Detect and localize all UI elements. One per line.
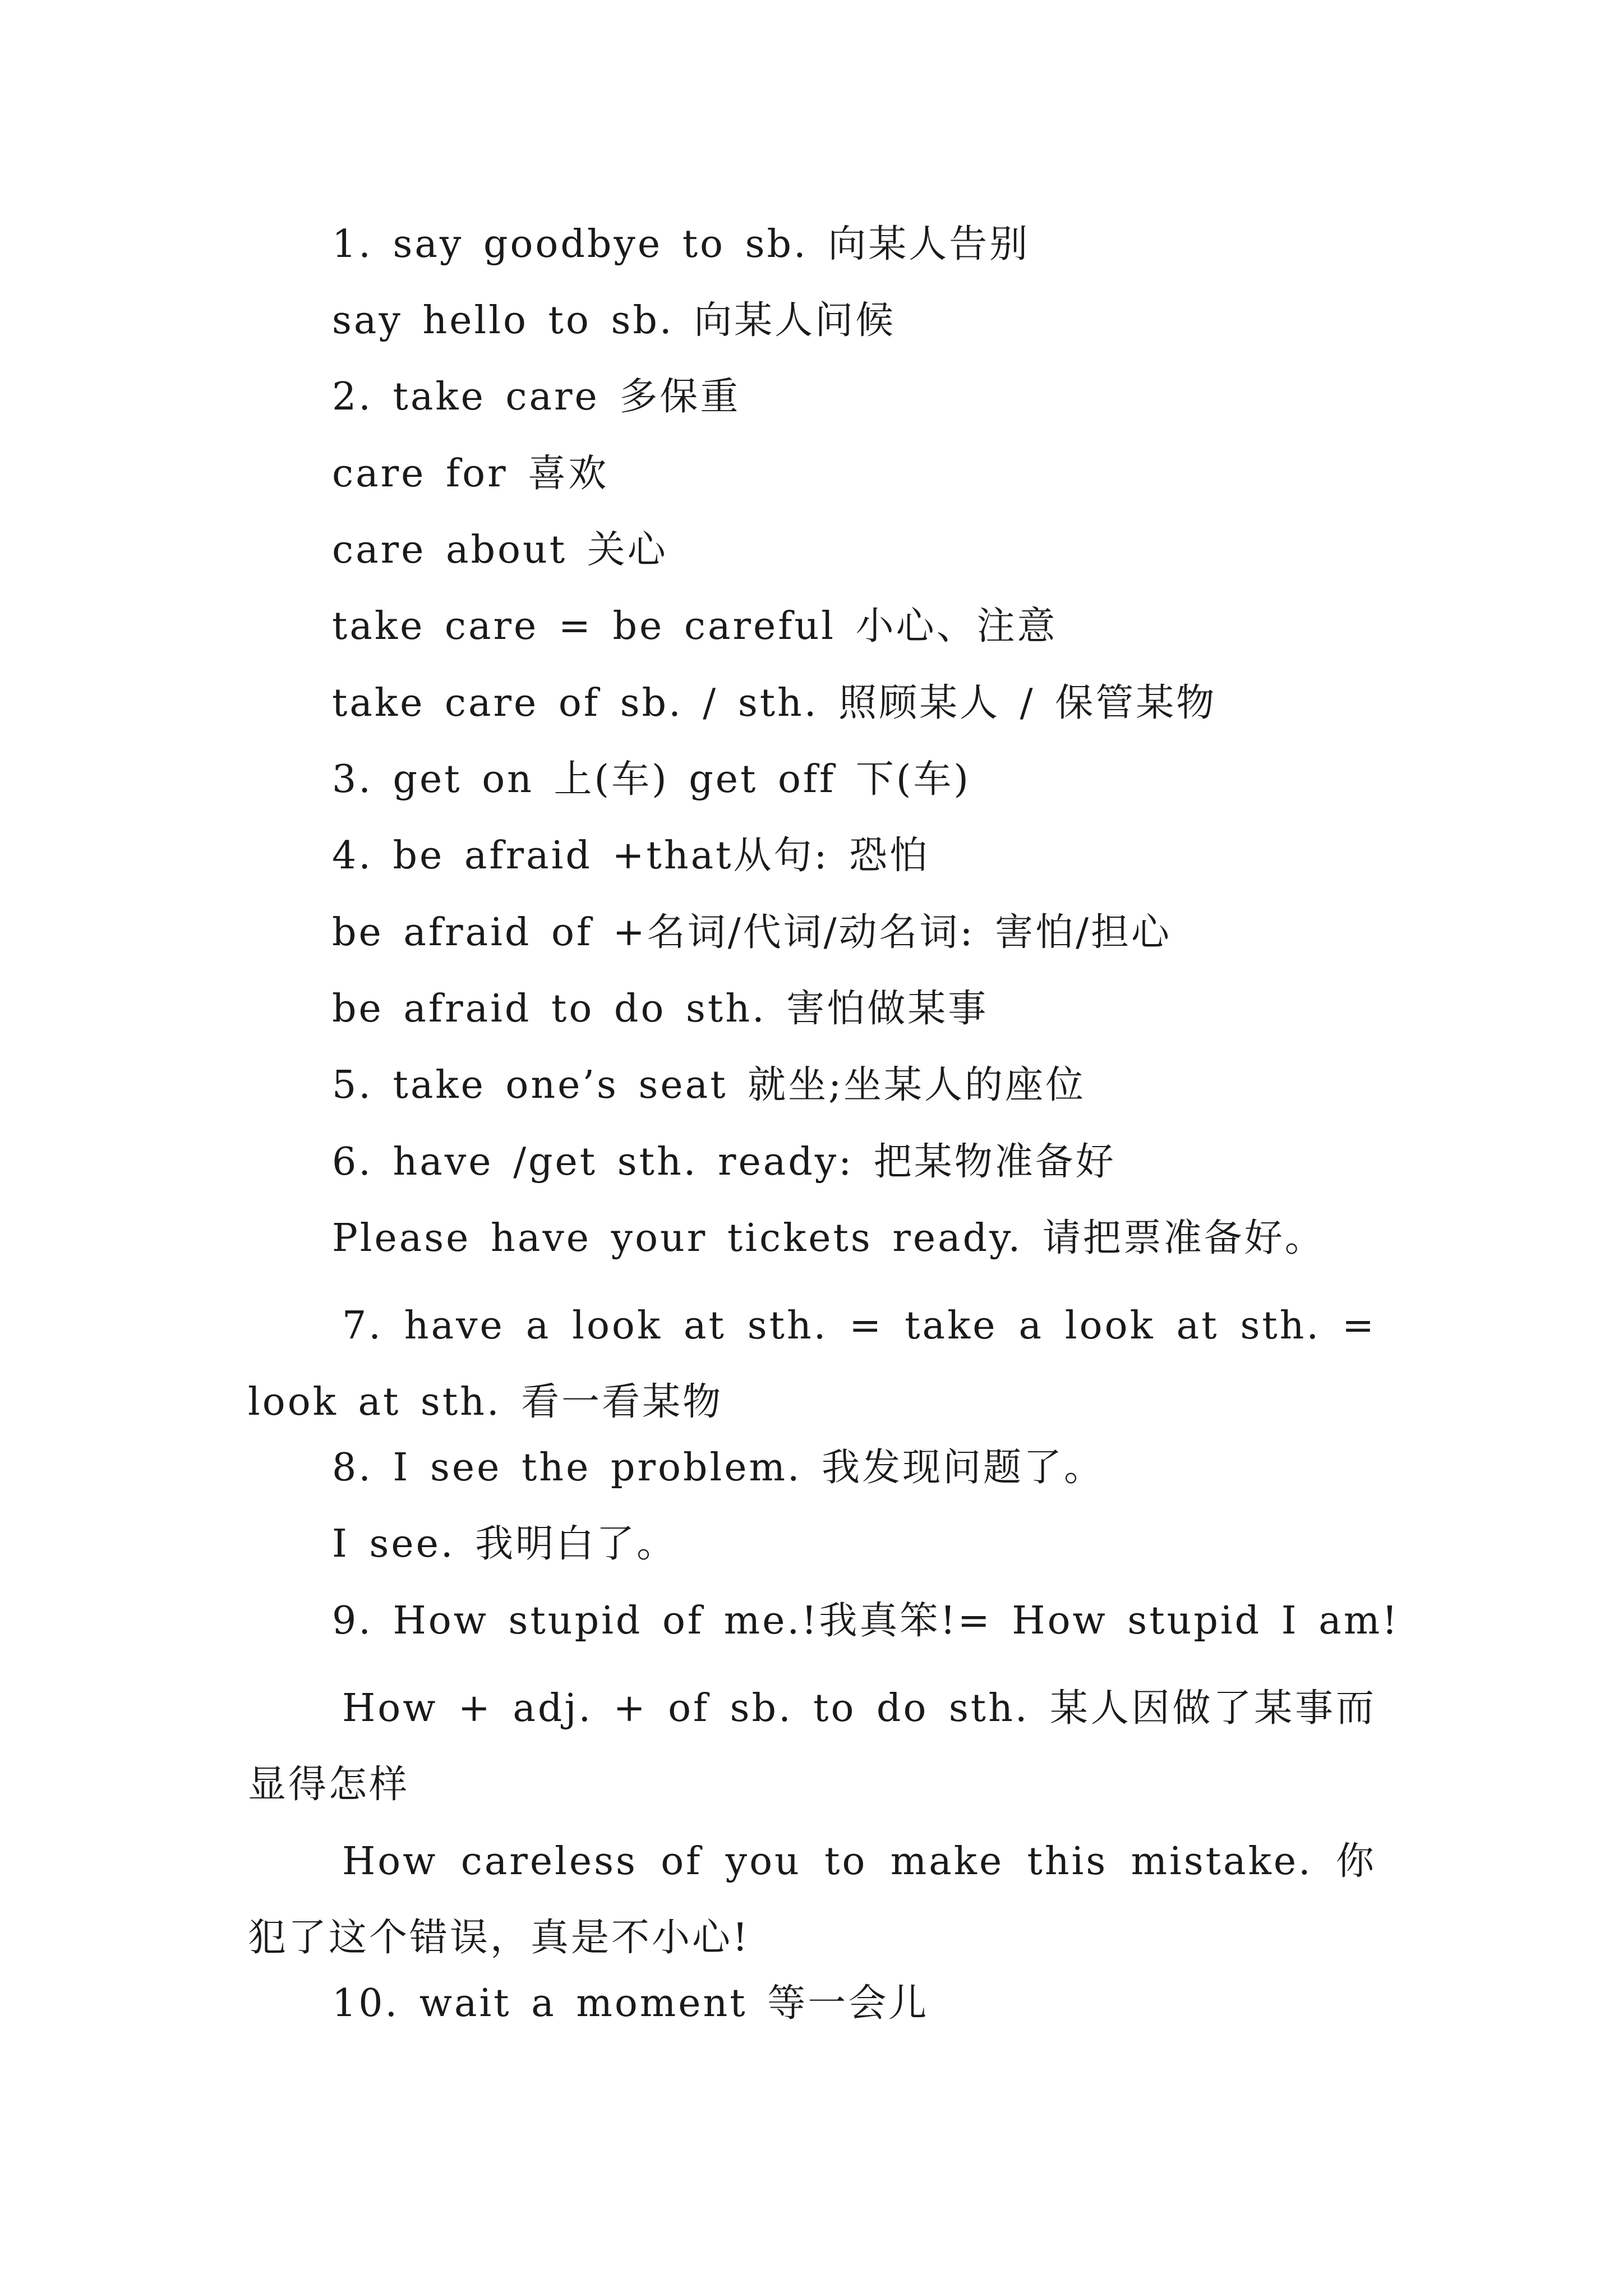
text-line-12: 5. take one’s seat 就坐;坐某人的座位 xyxy=(332,1063,1086,1107)
text-line-11: be afraid to do sth. 害怕做某事 xyxy=(332,987,989,1031)
text-line-4: care for 喜欢 xyxy=(332,452,609,496)
text-line-8: 3. get on 上(车) get off 下(车) xyxy=(332,757,971,802)
text-line-9: 4. be afraid +that从句: 恐怕 xyxy=(332,834,930,878)
text-line-17: 9. How stupid of me.!我真笨!= How stupid I am! xyxy=(332,1599,1400,1643)
text-line-6: take care = be careful 小心、注意 xyxy=(332,604,1058,648)
text-line-14: Please have your tickets ready. 请把票准备好。 xyxy=(332,1216,1325,1260)
text-line-16: I see. 我明白了。 xyxy=(332,1522,677,1566)
text-line-13: 6. have /get sth. ready: 把某物准备好 xyxy=(332,1140,1116,1184)
text-paragraph-example: How careless of you to make this mistake. 你犯了这个错误，真是不小心! xyxy=(248,1839,1376,1960)
text-line-5: care about 关心 xyxy=(332,528,668,572)
text-line-10: be afraid of +名词/代词/动名词: 害怕/担心 xyxy=(332,910,1172,955)
text-paragraph-how-adj: How + adj. + of sb. to do sth. 某人因做了某事而显得怎样 xyxy=(248,1686,1376,1807)
text-line-18: 10. wait a moment 等一会儿 xyxy=(332,1981,929,2026)
text-line-15: 8. I see the problem. 我发现问题了。 xyxy=(332,1446,1105,1490)
text-paragraph-7: 7. have a look at sth. = take a look at sth. = look at sth. 看一看某物 xyxy=(248,1304,1376,1424)
text-line-1: 1. say goodbye to sb. 向某人告别 xyxy=(332,222,1030,266)
text-line-2: say hello to sb. 向某人问候 xyxy=(332,298,896,343)
text-line-3: 2. take care 多保重 xyxy=(332,375,741,419)
text-line-7: take care of sb. / sth. 照顾某人 / 保管某物 xyxy=(332,681,1217,725)
